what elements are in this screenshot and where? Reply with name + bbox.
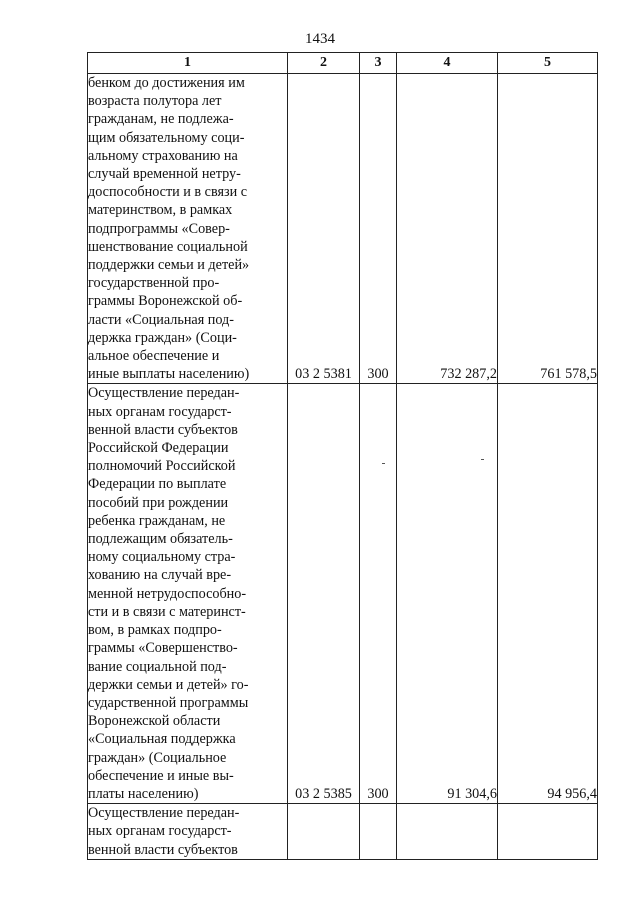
description-line: гражданам, не подлежа- — [88, 111, 234, 128]
description-line: держка граждан» (Соци- — [88, 329, 237, 346]
description-line: случай временной нетру- — [88, 166, 241, 183]
description-line: венной власти субъектов — [88, 841, 238, 858]
row-description — [88, 804, 288, 860]
description-line: поддержки семьи и детей» — [88, 257, 250, 274]
description-line: шенствование социальной — [88, 238, 248, 255]
column-header-4: 4 — [397, 53, 498, 74]
description-line: Воронежской области — [88, 713, 221, 730]
amount-column-4 — [397, 804, 498, 860]
target-article-code — [288, 804, 360, 860]
table-row — [88, 384, 598, 804]
description-line: подпрограммы «Совер- — [88, 220, 230, 237]
target-article-code: 03 2 5381 — [288, 74, 360, 384]
description-line: хованию на случай вре- — [88, 567, 232, 584]
amount-column-4: 732 287,2 — [397, 74, 498, 384]
description-line: граммы Воронежской об- — [88, 293, 243, 310]
description-line: обеспечение и иные вы- — [88, 767, 234, 784]
description-line: доспособности и в связи с — [88, 184, 248, 201]
amount-column-4: 91 304,6 — [397, 384, 498, 804]
description-line: материнством, в рамках — [88, 202, 233, 219]
description-line: альному страхованию на — [88, 147, 238, 164]
description-line: держки семьи и детей» го- — [88, 676, 249, 693]
description-line: ных органам государст- — [88, 823, 232, 840]
description-line: подлежащим обязатель- — [88, 531, 233, 548]
expense-type-code: 300 — [360, 74, 397, 384]
description-line: полномочий Российской — [88, 458, 236, 475]
description-line: ласти «Социальная под- — [88, 311, 235, 328]
amount-column-5: 761 578,5 — [498, 74, 598, 384]
scan-speck — [481, 459, 484, 460]
description-line: альное обеспечение и — [88, 348, 220, 365]
amount-column-5 — [498, 804, 598, 860]
description-line: венной власти субъектов — [88, 421, 238, 438]
column-header-1: 1 — [88, 53, 288, 74]
table-row — [88, 74, 598, 384]
description-line: граждан» (Социальное — [88, 749, 227, 766]
description-line: «Социальная поддержка — [88, 731, 236, 748]
description-line: ребенка гражданам, не — [88, 512, 226, 529]
description-line: вание социальной под- — [88, 658, 227, 675]
description-line: щим обязательному соци- — [88, 129, 245, 146]
table-row — [88, 804, 598, 860]
description-line: бенком до достижения им — [88, 75, 245, 91]
description-line: граммы «Совершенство- — [88, 640, 238, 657]
description-line: сти и в связи с материнст- — [88, 603, 246, 620]
row-description — [88, 384, 288, 804]
column-header-5: 5 — [498, 53, 598, 74]
description-line: ных органам государст- — [88, 403, 232, 420]
expense-type-code — [360, 804, 397, 860]
description-line: менной нетрудоспособно- — [88, 585, 247, 602]
description-line: Осуществление передан- — [88, 805, 240, 822]
description-line: вом, в рамках подпро- — [88, 622, 222, 639]
description-line: Российской Федерации — [88, 440, 229, 457]
row-description — [88, 74, 288, 384]
description-line: платы населению) — [88, 785, 199, 802]
description-line: иные выплаты населению) — [88, 366, 250, 383]
description-line: Федерации по выплате — [88, 476, 227, 493]
page-number: 1434 — [305, 31, 335, 47]
description-line: возраста полутора лет — [88, 93, 222, 110]
description-line: сударственной программы — [88, 694, 249, 711]
amount-column-5: 94 956,4 — [498, 384, 598, 804]
scan-speck — [382, 463, 385, 464]
target-article-code: 03 2 5385 — [288, 384, 360, 804]
description-line: пособий при рождении — [88, 494, 229, 511]
description-line: государственной про- — [88, 275, 220, 292]
column-header-3: 3 — [360, 53, 397, 74]
expense-type-code: 300 — [360, 384, 397, 804]
table-header-row — [88, 53, 598, 74]
budget-table — [87, 52, 598, 860]
description-line: ному социальному стра- — [88, 549, 236, 566]
description-line: Осуществление передан- — [88, 385, 240, 402]
column-header-2: 2 — [288, 53, 360, 74]
